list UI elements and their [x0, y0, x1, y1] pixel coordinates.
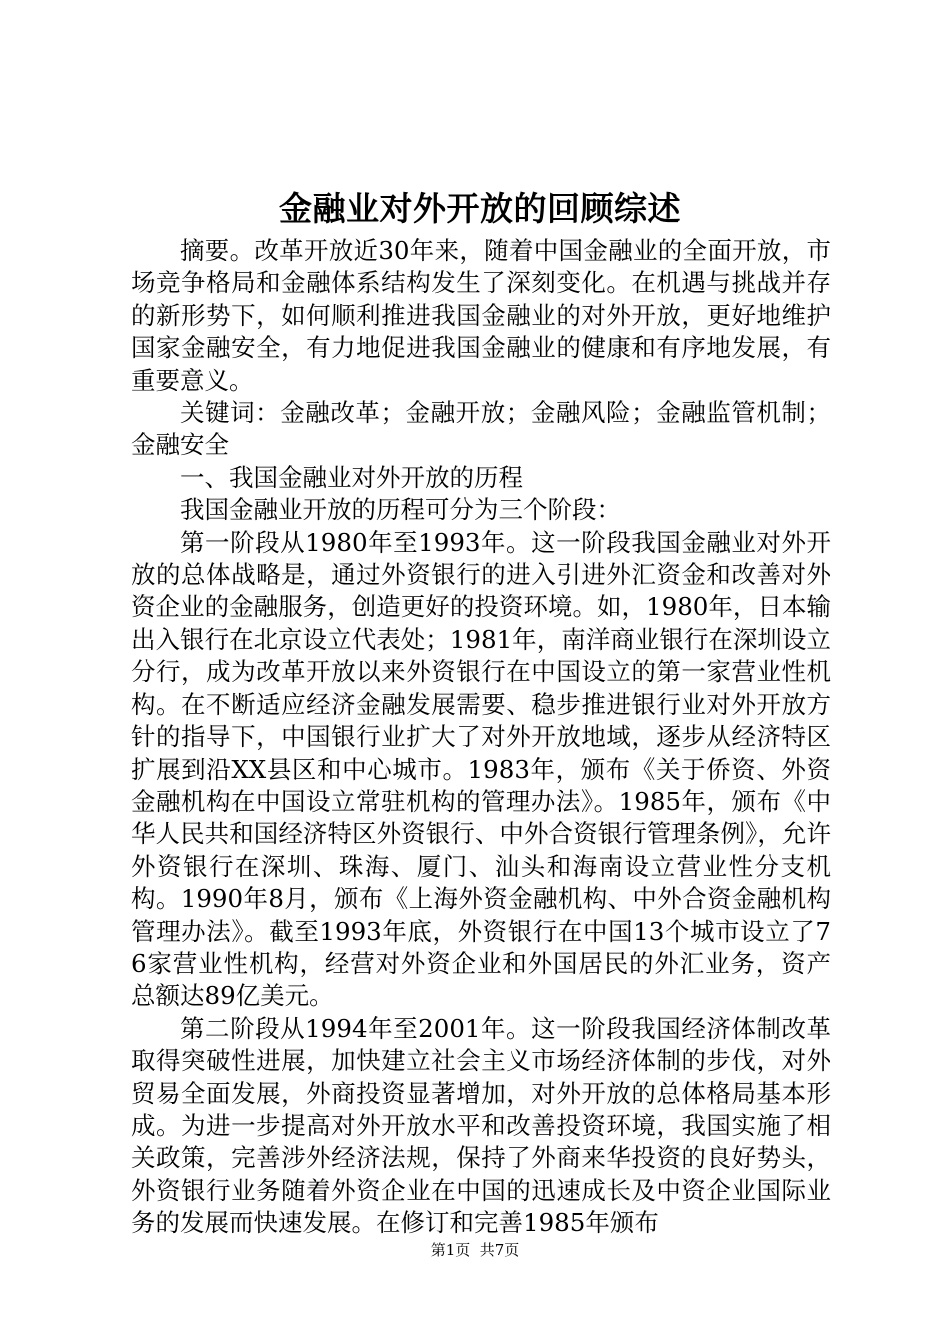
keywords-paragraph: 关键词：金融改革；金融开放；金融风险；金融监管机制；金融安全 [131, 398, 831, 460]
body-paragraph: 第二阶段从1994年至2001年。这一阶段我国经济体制改革取得突破性进展，加快建立社会主义市场经济体制的步伐，对外贸易全面发展，外商投资显著增加，对外开放的总体格局基本形成。为进一步提高对外开放水平和改善投资环境，我国实施了相关政策，完善涉外经济法规，保持了外商来华投资的良好势头，外资银行业务随着外资企业在中国的迅速成长及中资企业国际业务的发展而快速发展。在修订和完善1985年颁布 [131, 1013, 831, 1238]
section-heading: 一、我国金融业对外开放的历程 [180, 462, 523, 492]
document-title: 金融业对外开放的回顾综述 [279, 189, 681, 228]
abstract-paragraph: 摘要。改革开放近30年来，随着中国金融业的全面开放，市场竞争格局和金融体系结构发生了深刻变化。在机遇与挑战并存的新形势下，如何顺利推进我国金融业的对外开放，更好地维护国家金融安全，有力地促进我国金融业的健康和有序地发展，有重要意义。 [131, 236, 831, 395]
document-body [131, 235, 831, 1240]
page-number-footer: 第1页 共7页 [430, 1241, 520, 1259]
body-paragraph: 我国金融业开放的历程可分为三个阶段： [180, 495, 621, 525]
body-paragraph: 第一阶段从1980年至1993年。这一阶段我国金融业对外开放的总体战略是，通过外资银行的进入引进外汇资金和改善对外资企业的金融服务，创造更好的投资环境。如，1980年，日本输出入银行在北京设立代表处；1981年，南洋商业银行在深圳设立分行，成为改革开放以来外资银行在中国设立的第一家营业性机构。在不断适应经济金融发展需要、稳步推进银行业对外开放方针的指导下，中国银行业扩大了对外开放地域，逐步从经济特区扩展到沿XX县区和中心城市。1983年，颁布《关于侨资、外资金融机构在中国设立常驻机构的管理办法》。1985年，颁布《中华人民共和国经济特区外资银行、中外合资银行管理条例》，允许外资银行在深圳、珠海、厦门、汕头和海南设立营业性分支机构。1990年8月，颁布《上海外资金融机构、中外合资金融机构管理办法》。截至1993年底，外资银行在中国13个城市设立了76家营业性机构，经营对外资企业和外国居民的外汇业务，资产总额达89亿美元。 [131, 527, 831, 1011]
